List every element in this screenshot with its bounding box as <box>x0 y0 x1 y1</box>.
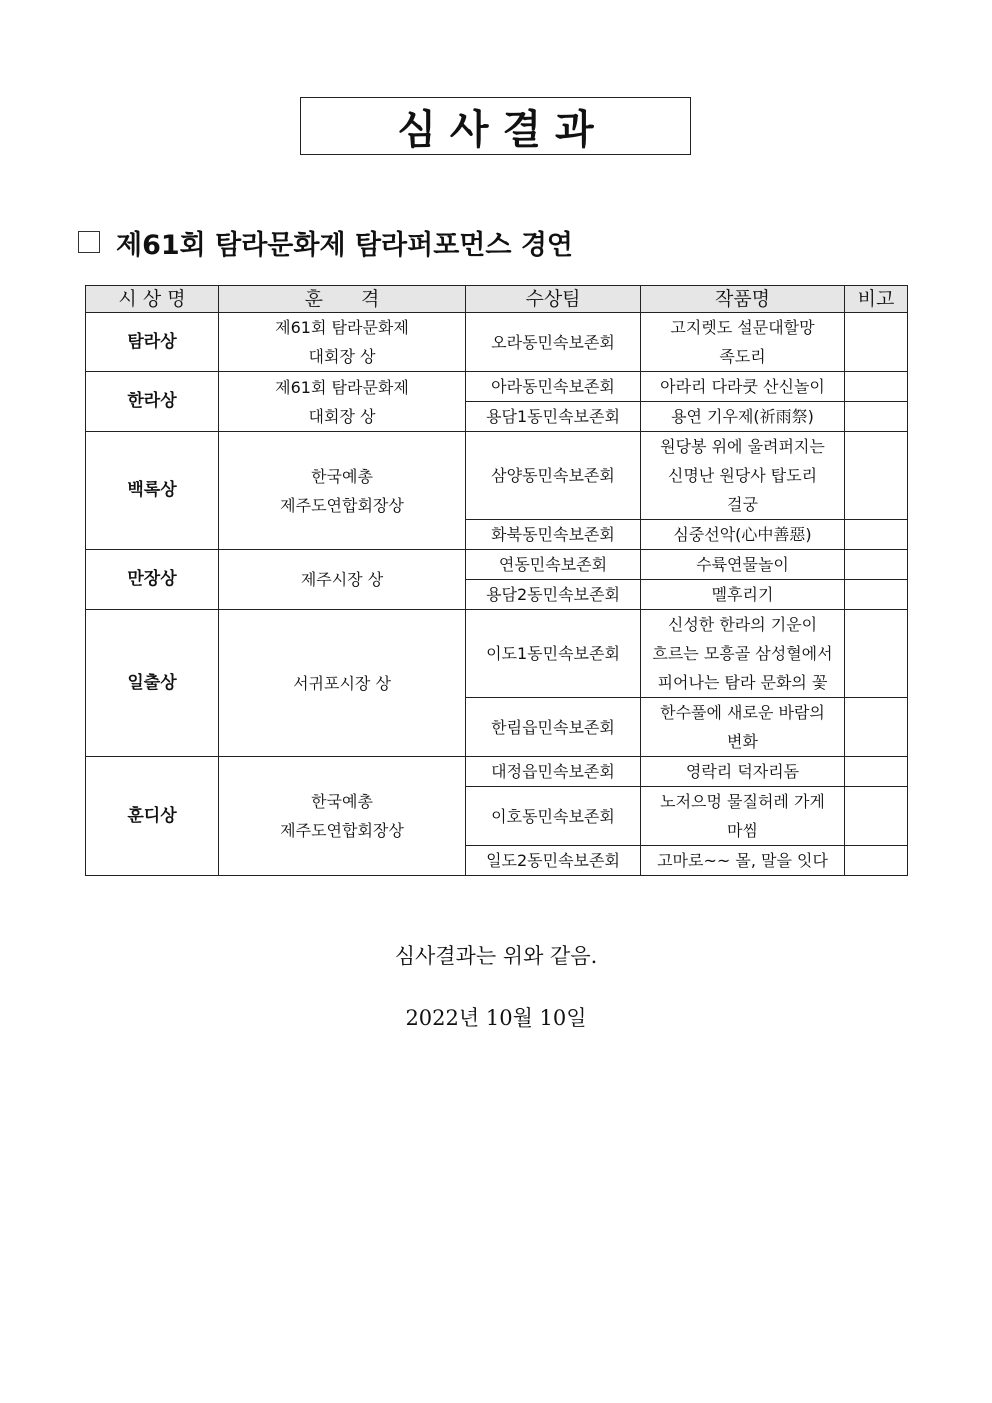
header-team: 수상팀 <box>466 286 641 313</box>
work-title: 심중선악(心中善惡) <box>641 520 845 550</box>
honor-name: 한국예총 제주도연합회장상 <box>219 432 466 550</box>
award-name: 탐라상 <box>86 313 219 372</box>
work-title: 멜후리기 <box>641 580 845 610</box>
work-title: 수륙연물놀이 <box>641 550 845 580</box>
team-name: 용담1동민속보존회 <box>466 402 641 432</box>
note-cell <box>845 580 908 610</box>
results-table <box>85 285 908 876</box>
honor-name: 제61회 탐라문화제 대회장 상 <box>219 372 466 432</box>
section-heading <box>78 222 573 262</box>
section-heading-text: 제61회 탐라문화제 탐라퍼포먼스 경연 <box>116 229 574 261</box>
team-name: 일도2동민속보존회 <box>466 846 641 876</box>
team-name: 화북동민속보존회 <box>466 520 641 550</box>
honor-name: 제61회 탐라문화제 대회장 상 <box>219 313 466 372</box>
work-title: 노저으멍 물질허레 가게 마씸 <box>641 787 845 846</box>
table-row <box>86 757 908 787</box>
document-title: 심 사 결 과 <box>300 97 691 155</box>
team-name: 대정읍민속보존회 <box>466 757 641 787</box>
note-cell <box>845 432 908 520</box>
note-cell <box>845 698 908 757</box>
award-name: 훈디상 <box>86 757 219 876</box>
work-title: 원당봉 위에 울려퍼지는 신명난 원당사 탑도리 걸궁 <box>641 432 845 520</box>
table-row <box>86 313 908 372</box>
team-name: 한림읍민속보존회 <box>466 698 641 757</box>
note-cell <box>845 520 908 550</box>
work-title: 용연 기우제(祈雨祭) <box>641 402 845 432</box>
note-cell <box>845 402 908 432</box>
result-date: 2022년 10월 10일 <box>405 1006 587 1030</box>
honor-name: 서귀포시장 상 <box>219 610 466 757</box>
table-header-row <box>86 286 908 313</box>
work-title: 영락리 덕자리돔 <box>641 757 845 787</box>
note-cell <box>845 846 908 876</box>
note-cell <box>845 757 908 787</box>
note-cell <box>845 313 908 372</box>
team-name: 이호동민속보존회 <box>466 787 641 846</box>
work-title: 고지렛도 설문대할망 족도리 <box>641 313 845 372</box>
note-cell <box>845 372 908 402</box>
header-work: 작품명 <box>641 286 845 313</box>
result-statement: 심사결과는 위와 같음. <box>394 944 598 968</box>
note-cell <box>845 550 908 580</box>
note-cell <box>845 610 908 698</box>
header-award: 시 상 명 <box>86 286 219 313</box>
award-name: 백록상 <box>86 432 219 550</box>
award-name: 한라상 <box>86 372 219 432</box>
award-name: 만장상 <box>86 550 219 610</box>
award-name: 일출상 <box>86 610 219 757</box>
team-name: 용담2동민속보존회 <box>466 580 641 610</box>
work-title: 아라리 다라쿳 산신놀이 <box>641 372 845 402</box>
honor-name: 한국예총 제주도연합회장상 <box>219 757 466 876</box>
table-row <box>86 550 908 580</box>
team-name: 연동민속보존회 <box>466 550 641 580</box>
table-row <box>86 432 908 520</box>
work-title: 고마로~~ 몰, 말을 잇다 <box>641 846 845 876</box>
header-honor: 훈 격 <box>219 286 466 313</box>
honor-name: 제주시장 상 <box>219 550 466 610</box>
work-title: 신성한 한라의 기운이 흐르는 모흥골 삼성혈에서 피어나는 탐라 문화의 꽃 <box>641 610 845 698</box>
team-name: 아라동민속보존회 <box>466 372 641 402</box>
checkbox-icon <box>78 231 100 253</box>
table-row <box>86 372 908 402</box>
team-name: 오라동민속보존회 <box>466 313 641 372</box>
work-title: 한수풀에 새로운 바람의 변화 <box>641 698 845 757</box>
team-name: 이도1동민속보존회 <box>466 610 641 698</box>
note-cell <box>845 787 908 846</box>
header-note: 비고 <box>845 286 908 313</box>
team-name: 삼양동민속보존회 <box>466 432 641 520</box>
table-row <box>86 610 908 698</box>
